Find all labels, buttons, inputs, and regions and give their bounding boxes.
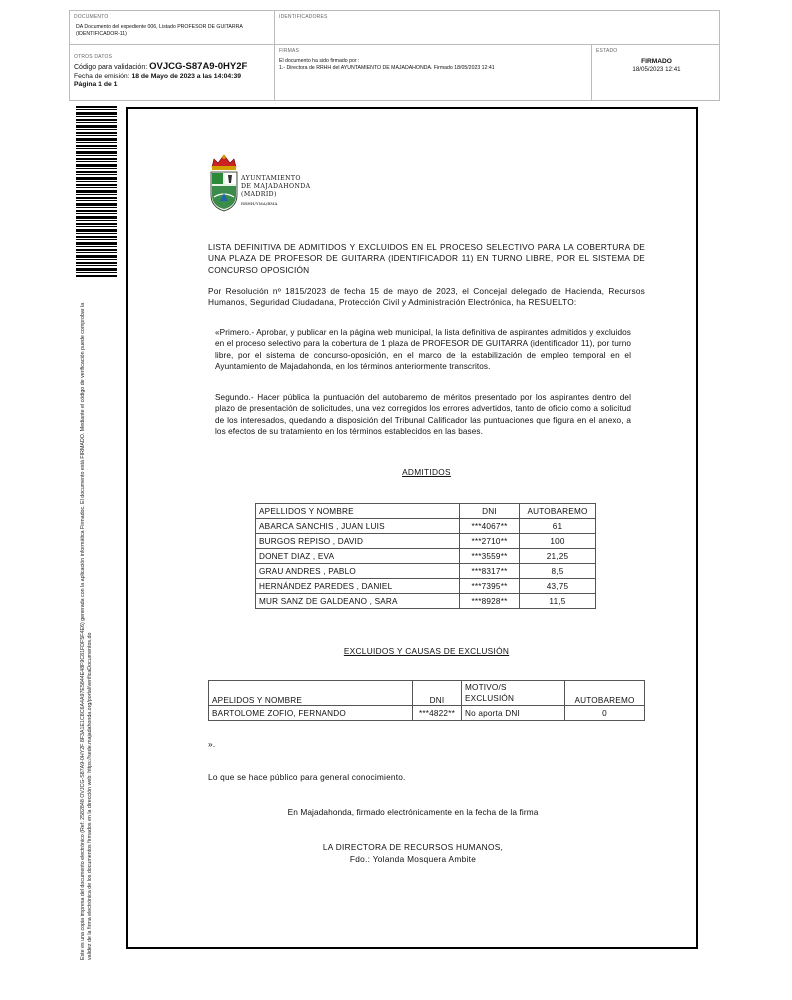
documento-text: DA Documento del expediente 006, Listado PROFESOR DE GUITARRA (IDENTIFICADOR-11) — [76, 24, 243, 37]
org-name-block — [241, 175, 311, 208]
cell-name: BARTOLOME ZOFIO, FERNANDO — [209, 706, 413, 721]
cell-name: HERNÁNDEZ PAREDES , DANIEL — [256, 579, 460, 594]
org-line2: DE MAJADAHONDA — [241, 183, 311, 191]
excluidos-heading: EXCLUIDOS Y CAUSAS DE EXCLUSIÓN — [343, 646, 510, 656]
table-row — [209, 706, 645, 721]
pagina: Página 1 de 1 — [74, 81, 118, 88]
cell-score: 21,25 — [520, 549, 596, 564]
publico-line: Lo que se hace público para general conocimiento. — [208, 772, 406, 782]
admitidos-header-row — [256, 504, 596, 519]
cell-score: 61 — [520, 519, 596, 534]
firmas-line2: 1.- Directora de RRHH del AYUNTAMIENTO DE MAJADAHONDA. Firmado 18/05/2023 12:41 — [279, 65, 495, 71]
otros-label: OTROS DATOS — [74, 54, 113, 60]
barcode — [76, 106, 117, 278]
table-row — [256, 519, 596, 534]
cell-score: 11,5 — [520, 594, 596, 609]
cell-name: BURGOS REPISO , DAVID — [256, 534, 460, 549]
coat-of-arms-icon — [208, 151, 240, 213]
col-apellidos: APELLIDOS Y NOMBRE — [256, 504, 460, 519]
header-documento-box — [69, 10, 275, 45]
table-row — [256, 534, 596, 549]
firmas-label: FIRMAS — [279, 48, 300, 54]
estado-label: ESTADO — [596, 48, 618, 54]
col-autobaremo: AUTOBAREMO — [520, 504, 596, 519]
fecha-line — [74, 73, 241, 80]
documento-label: DOCUMENTO — [74, 14, 109, 20]
table-row — [256, 564, 596, 579]
fecha-value: 18 de Mayo de 2023 a las 14:04:39 — [131, 73, 242, 80]
intro-paragraph: Por Resolución nº 1815/2023 de fecha 15 de mayo de 2023, el Concejal delegado de Hacienda, Recursos Humanos, Seguridad Ciudadana, Protección Civil y Administración Electrónica, ha RESUELTO: — [208, 286, 645, 308]
codigo-line — [74, 61, 247, 72]
admitidos-heading: ADMITIDOS — [402, 467, 451, 477]
estado-value: FIRMADO — [641, 58, 672, 65]
firmas-line1: El documento ha sido firmado por : — [279, 58, 360, 64]
col-dni: DNI — [413, 681, 462, 706]
org-line1: AYUNTAMIENTO — [241, 175, 301, 182]
cell-score: 100 — [520, 534, 596, 549]
col-dni: DNI — [460, 504, 520, 519]
estado-fecha: 18/05/2023 12:41 — [632, 66, 681, 73]
cell-dni: ***4822** — [413, 706, 462, 721]
cell-dni: ***2710** — [460, 534, 520, 549]
fecha-label: Fecha de emisión: — [74, 73, 130, 80]
header-firmas-box — [274, 44, 592, 101]
admitidos-table — [255, 503, 596, 609]
segundo-paragraph: Segundo.- Hacer pública la puntuación del autobaremo de méritos presentado por los aspirantes dentro del plazo de presentación de solicitudes, una vez corregidos los errores advertidos, tanto de oficio como a solicitud de los interesados, quedando a disposición del Tribunal Calificador las puntuaciones que figura en el anexo, a los efectos de su tratamiento en los términos establecidos en las bases. — [215, 393, 631, 436]
org-code: RRHH/YMA/BMA — [241, 200, 278, 206]
table-row — [256, 549, 596, 564]
cell-dni: ***8317** — [460, 564, 520, 579]
document-title: LISTA DEFINITIVA DE ADMITIDOS Y EXCLUIDOS EN EL PROCESO SELECTIVO PARA LA COBERTURA DE UNA PLAZA DE PROFESOR DE GUITARRA (IDENTIFICADOR 11) EN TURNO LIBRE, POR EL SISTEMA DE CONCURSO OPOSICIÓN — [208, 242, 645, 275]
cell-name: MUR SANZ DE GALDEANO , SARA — [256, 594, 460, 609]
cell-dni: ***8928** — [460, 594, 520, 609]
firmado-en-line: En Majadahonda, firmado electrónicamente en la fecha de la firma — [287, 807, 539, 817]
col-autobaremo: AUTOBAREMO — [565, 681, 645, 706]
header-otros-box — [69, 44, 275, 101]
cell-dni: ***7395** — [460, 579, 520, 594]
col-motivo — [462, 681, 565, 706]
exclusion-label: EXCLUSIÓN — [465, 694, 515, 703]
cell-name: ABARCA SANCHIS , JUAN LUIS — [256, 519, 460, 534]
cell-motivo: No aporta DNI — [462, 706, 565, 721]
cell-name: GRAU ANDRES , PABLO — [256, 564, 460, 579]
verification-side-text: Este es una copia impresa del documento electrónico (Ref: 2582848 OVJCG-S87A9-0HY2F 8F3A1E1C8C6A4A97E5844E48F9C81FDF5F4E6) generada con la aplicación informática Firmadoc. El documento está FIRMADO. Mediante el código de verificación puede comprobar la validez de la firma electrónica de los documentos firmados en la dirección web: https://sede.majadahonda.org/portal/verificaDocumentos.do — [80, 302, 93, 960]
header-identificadores-box — [274, 10, 720, 45]
motivo-label: MOTIVO/S — [465, 683, 507, 692]
fdo-line: Fdo.: Yolanda Mosquera Ambite — [349, 854, 477, 864]
org-line3: (MADRID) — [241, 191, 277, 199]
directora-line: LA DIRECTORA DE RECURSOS HUMANOS, — [322, 842, 504, 852]
table-row — [256, 594, 596, 609]
excluidos-table — [208, 680, 645, 721]
cell-score: 43,75 — [520, 579, 596, 594]
table-row — [256, 579, 596, 594]
codigo-value[interactable]: OVJCG-S87A9-0HY2F — [149, 61, 248, 72]
cell-dni: ***3559** — [460, 549, 520, 564]
primero-paragraph: «Primero.- Aprobar, y publicar en la página web municipal, la lista definitiva de aspirantes admitidos y excluidos en el proceso selectivo para la cobertura de 1 plaza de PROFESOR DE GUITARRA (identificador 11), por turno libre, por el sistema de concurso-oposición, en el marco de la estabilización de empleo temporal en el Ayuntamiento de Majadahonda, en los términos anteriormente transcritos. — [215, 328, 631, 371]
identificadores-label: IDENTIFICADORES — [279, 14, 328, 20]
close-quote: ». — [208, 739, 216, 749]
cell-dni: ***4067** — [460, 519, 520, 534]
excluidos-header-row — [209, 681, 645, 706]
codigo-label: Código para validación: — [74, 64, 148, 71]
cell-score: 8,5 — [520, 564, 596, 579]
header-estado-box — [591, 44, 720, 101]
cell-name: DONET DIAZ , EVA — [256, 549, 460, 564]
col-apelidos: APELIDOS Y NOMBRE — [209, 681, 413, 706]
cell-score: 0 — [565, 706, 645, 721]
